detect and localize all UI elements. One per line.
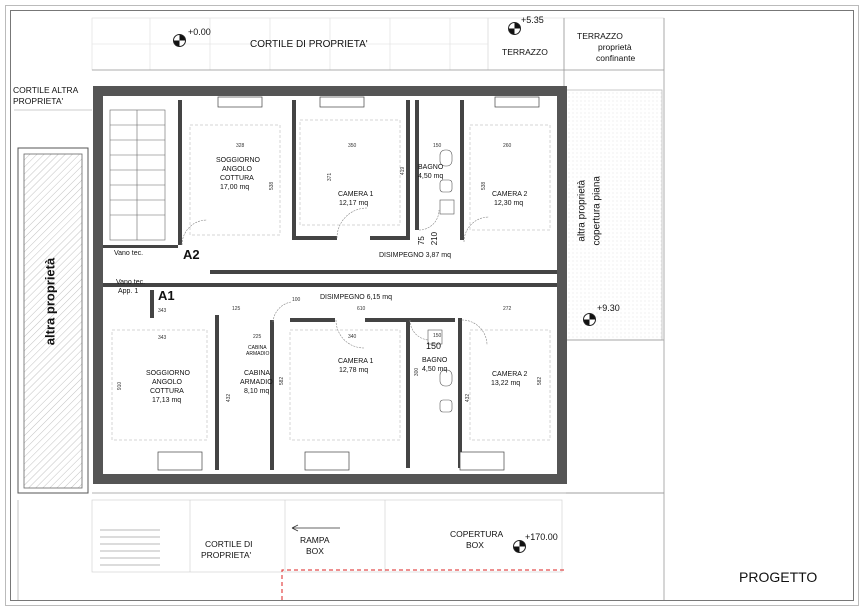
a1-soggiorno-l1: SOGGIORNO	[146, 370, 190, 377]
a2-soggiorno-area: 17,00 mq	[220, 184, 250, 191]
a1-camera2-name: CAMERA 2	[492, 371, 528, 378]
a1-soggiorno-l2: ANGOLO	[152, 379, 182, 386]
project-stamp: PROGETTO	[739, 569, 818, 585]
a2-soggiorno-l2: ANGOLO	[222, 166, 252, 173]
a1-cabina-l2: ARMADIO	[240, 379, 273, 386]
a1-camera2-area: 13,22 mq	[491, 380, 521, 387]
unit-a2-label: A2	[183, 247, 200, 262]
dim-343b: 343	[158, 335, 167, 341]
a2-vano-tec: Vano tec.	[114, 250, 144, 257]
dim-75: 75	[416, 236, 426, 246]
boundary-red	[282, 570, 565, 600]
dim-150b: 150	[433, 333, 442, 339]
dim-260: 260	[503, 143, 512, 149]
a1-vano-tec-l1: Vano tec.	[116, 279, 146, 286]
a2-bagno-name: BAGNO	[418, 164, 444, 171]
a1-camera1-name: CAMERA 1	[338, 358, 374, 365]
a1-soggiorno-l3: COTTURA	[150, 388, 184, 395]
bottom-stairs	[100, 530, 160, 565]
elevation-marker-icon	[173, 34, 186, 47]
dim-350: 350	[348, 143, 357, 149]
dim-371: 371	[327, 172, 334, 182]
a2-disimpegno: DISIMPEGNO 3,87 mq	[379, 252, 451, 259]
dim-582b: 582	[537, 376, 544, 386]
terrazzo-conf-line2: proprietà	[598, 42, 632, 52]
a1-soggiorno-area: 17,13 mq	[152, 397, 182, 404]
cortile-bottom-line2: PROPRIETA'	[201, 550, 252, 560]
dim-150-big: 150	[426, 341, 442, 351]
cortile-top-label: CORTILE DI PROPRIETA'	[250, 39, 368, 50]
dim-343a: 343	[158, 308, 167, 314]
a2-bagno-area: 4,50 mq	[418, 173, 444, 180]
dim-582a: 582	[279, 376, 286, 386]
dim-328: 328	[236, 143, 245, 149]
elevation-marker-icon	[508, 22, 521, 35]
elevation-e2: +5.35	[521, 15, 544, 25]
dim-150a: 150	[433, 143, 442, 149]
terrazzo-label: TERRAZZO	[502, 47, 548, 57]
a2-camera2-name: CAMERA 2	[492, 191, 528, 198]
a1-cabina-small-l2: ARMADIO	[246, 351, 270, 357]
a1-camera1-area: 12,78 mq	[339, 367, 369, 374]
dim-225: 225	[253, 334, 262, 340]
cortile-altra-line1: CORTILE ALTRA	[13, 85, 79, 95]
dim-419: 419	[400, 166, 407, 176]
a2-soggiorno-l3: COTTURA	[220, 175, 254, 182]
terrazzo-conf-line3: confinante	[596, 53, 636, 63]
dim-610: 610	[357, 306, 366, 312]
copertura-line1: COPERTURA	[450, 529, 504, 539]
dim-340: 340	[348, 334, 357, 340]
elevation-e4: +170.00	[525, 532, 558, 542]
dim-272: 272	[503, 306, 512, 312]
dim-300: 300	[414, 367, 421, 377]
a1-cabina-l1: CABINA	[244, 370, 271, 377]
a1-cabina-area: 8,10 mq	[244, 388, 270, 395]
a2-camera2-area: 12,30 mq	[494, 200, 524, 207]
a1-bagno-name: BAGNO	[422, 357, 448, 364]
ramp-arrow	[292, 525, 340, 531]
a1-vano-tec-l2: App. 1	[118, 288, 139, 295]
dim-432a: 432	[226, 393, 233, 403]
copertura-line2: BOX	[466, 540, 484, 550]
altra-proprieta-right-line2: copertura piana	[591, 176, 603, 246]
a1-cabina-small-l1: CABINA	[248, 345, 267, 351]
a2-camera1-name: CAMERA 1	[338, 191, 374, 198]
terrazzo-conf-line1: TERRAZZO	[577, 31, 623, 41]
altra-proprieta-left: altra proprietà	[42, 257, 58, 346]
dim-125: 125	[232, 306, 241, 312]
cortile-altra-line2: PROPRIETA'	[13, 96, 64, 106]
a1-bagno-area: 4,50 mq	[422, 366, 448, 373]
elevation-e3: +9.30	[597, 303, 620, 313]
a2-soggiorno-l1: SOGGIORNO	[216, 157, 260, 164]
dim-538b: 538	[481, 181, 488, 191]
dim-210: 210	[430, 231, 440, 246]
elevation-e1: +0.00	[188, 27, 211, 37]
altra-proprieta-right-line1: altra proprietà	[576, 179, 588, 242]
unit-a1-label: A1	[158, 288, 175, 303]
a1-disimpegno: DISIMPEGNO 6,15 mq	[320, 294, 392, 301]
rampa-line1: RAMPA	[300, 535, 330, 545]
dim-538a: 538	[269, 181, 276, 191]
elevation-marker-icon	[583, 313, 596, 326]
rampa-line2: BOX	[306, 546, 324, 556]
dim-432b: 432	[465, 393, 472, 403]
a2-camera1-area: 12,17 mq	[339, 200, 369, 207]
cortile-bottom-line1: CORTILE DI	[205, 539, 253, 549]
dim-100: 100	[292, 297, 301, 303]
dim-910: 910	[117, 381, 124, 391]
